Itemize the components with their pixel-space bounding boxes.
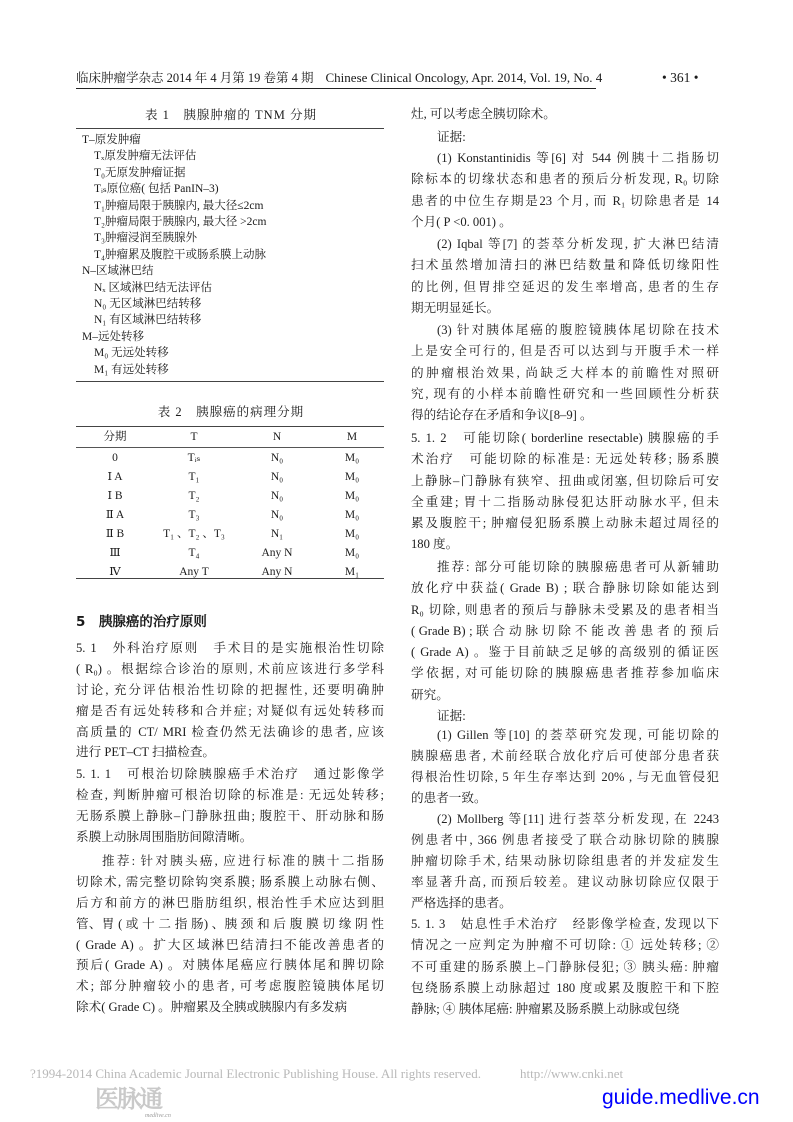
text-line: 上静脉–门静脉有狭窄、扭曲或闭塞, 但切除后可安	[411, 473, 719, 488]
text-line: 术治疗 可能切除的标准是: 无远处转移; 肠系膜	[411, 452, 719, 467]
text-line: 例患者中, 366 例患者接受了联合动脉切除的胰腺	[411, 832, 719, 847]
text-line: 5. 1. 3 姑息性手术治疗 经影像学检查, 发现以下	[411, 917, 719, 931]
table1-subitem: M₀ 无远处转移	[94, 347, 169, 360]
cell-n: N₁	[270, 528, 284, 540]
cell-m: M₁	[344, 566, 360, 578]
cell-stage: Ⅳ	[109, 566, 121, 578]
logo-text-en: medlive.cn	[145, 1113, 171, 1119]
text-line: (2) Mollberg 等[11] 进行荟萃分析发现, 在 2243	[437, 812, 719, 826]
cell-m: M₀	[344, 490, 360, 502]
table2	[76, 428, 384, 582]
text-line: (2) Iqbal 等[7] 的荟萃分析发现, 扩大淋巴结清	[437, 237, 719, 251]
text-line: 推荐: 部分可能切除的胰腺癌患者可从新辅助	[437, 560, 719, 574]
cell-m: M₀	[344, 509, 360, 521]
table2-body	[76, 449, 384, 582]
table2-header-row	[76, 428, 384, 447]
text-line: 得的结论存在矛盾和争议[8–9] 。	[411, 408, 593, 423]
paragraph-recommendation-2	[411, 557, 719, 706]
evidence-2-1	[411, 725, 719, 809]
table2-top-rule	[76, 426, 384, 427]
text-line: ( Grade A) 。鉴于目前缺乏足够的高级别的循证医	[411, 645, 719, 660]
page-number: • 361 •	[662, 70, 699, 85]
cell-n: N₀	[270, 452, 284, 464]
table1-bottom-rule	[76, 381, 384, 382]
text-line: 5. 1. 2 可能切除( borderline resectable) 胰腺癌的手	[411, 431, 719, 445]
journal-title-cn: 临床肿瘤学杂志 2014 年 4 月第 19 卷第 4 期	[76, 71, 314, 85]
table1-category: T–原发肿瘤	[82, 134, 141, 146]
running-header	[76, 68, 603, 89]
text-line: 5. 1. 1 可根治切除胰腺癌手术治疗 通过影像学	[76, 767, 384, 781]
table2-row	[76, 563, 384, 582]
copyright-text: ?1994-2014 China Academic Journal Electronic Publishing House. All rights reserved.	[30, 1066, 481, 1081]
cell-m: M₀	[344, 471, 360, 483]
text-line: 包绕肠系膜上动脉超过 180 度或累及腹腔干和下腔	[411, 980, 719, 995]
journal-title-en: Chinese Clinical Oncology, Apr. 2014, Vol. 19, No. 4	[325, 70, 603, 85]
text-line: 的患者一致。	[411, 790, 487, 805]
text-line: 究, 现有的小样本前瞻性研究和一些回顾性分析获	[411, 386, 719, 401]
section-heading: 5 胰腺癌的治疗原则	[76, 614, 207, 630]
paragraph-recommendation-1	[76, 851, 384, 1018]
table1-subitem: T₁肿瘤局限于胰腺内, 最大径≤2cm	[94, 199, 264, 212]
text-line: 累及腹腔干; 肿瘤侵犯肠系膜上动脉未超过周径的	[411, 516, 719, 531]
table1-subitem: N₀ 无区域淋巴结转移	[94, 298, 202, 310]
cell-n: N₀	[270, 471, 284, 483]
cell-stage: Ⅱ B	[105, 528, 125, 540]
text-line: R₀ 切除, 则患者的预后与静脉未受累及的患者相当	[411, 602, 719, 617]
table1-subitem: T₀无原发肿瘤证据	[94, 166, 186, 179]
table1-subitem: Tₓ原发肿瘤无法评估	[94, 150, 197, 163]
table1-subitem: M₁ 有远处转移	[94, 363, 169, 376]
cell-n: Any N	[261, 547, 293, 559]
table2-row	[76, 468, 384, 487]
cell-stage: Ⅰ B	[107, 490, 123, 502]
text-line: 瘤是否有远处转移和合并症; 对疑似有远处转移而	[76, 703, 384, 718]
text-line: 的比例, 但胃排空延迟的发生率增高, 患者的生存	[411, 279, 719, 294]
table1-subitem: Nₓ 区域淋巴结无法评估	[94, 281, 213, 294]
cell-stage: Ⅰ A	[107, 471, 123, 483]
evidence-1-1	[411, 148, 719, 233]
text-line: ( Grade A) 。扩大区域淋巴结清扫不能改善患者的	[76, 937, 384, 952]
table1-category: N–区域淋巴结	[82, 265, 154, 278]
text-line: (3) 针对胰体尾癌的腹腔镜胰体尾切除在技术	[437, 323, 719, 337]
table1-top-rule	[76, 128, 384, 129]
paragraph-continuation	[411, 104, 719, 125]
text-line: 的肿瘤根治效果, 尚缺乏大样本的前瞻性对照研	[411, 365, 719, 380]
text-line: 灶, 可以考虑全胰切除术。	[411, 107, 556, 121]
table1-subitem: Tᵢₛ原位癌( 包括 PanIN–3)	[94, 183, 219, 196]
table1-subitem: N₁ 有区域淋巴结转移	[94, 314, 202, 327]
text-line: 5. 1 外科治疗原则 手术目的是实施根治性切除	[76, 641, 384, 655]
text-line: 期无明显延长。	[411, 300, 500, 315]
text-line: ( Grade B) ; 联 合 动 脉 切 除 不 能 改 善 患 者 的 预 后	[411, 623, 719, 638]
table1-subitem: T₃肿瘤浸润至胰腺外	[94, 232, 198, 245]
text-line: 进行 PET–CT 扫描检查。	[76, 745, 216, 760]
cell-t: Tᵢₛ	[187, 452, 201, 464]
table1-subitem: T₂肿瘤局限于胰腺内, 最大径 >2cm	[94, 216, 267, 228]
evidence-label-2: 证据:	[437, 709, 466, 723]
cell-m: M₀	[344, 452, 360, 464]
text-line: (1) Gillen 等[10] 的荟萃研究发现, 可能切除的	[437, 728, 719, 742]
text-line: 个月( P <0. 001) 。	[411, 214, 512, 229]
medlive-logo	[95, 1086, 175, 1120]
cnki-url[interactable]: http://www.cnki.net	[520, 1066, 624, 1081]
col-header-n: N	[272, 431, 282, 443]
cell-t: Any T	[179, 566, 209, 578]
table2-row	[76, 544, 384, 563]
table2-row	[76, 487, 384, 506]
table2-row	[76, 449, 384, 468]
text-line: 放化疗中获益( Grade B) ; 联合静脉切除如能达到	[411, 581, 719, 596]
table1-subitem: T₄肿瘤累及腹腔干或肠系膜上动脉	[94, 248, 267, 261]
cell-n: N₀	[270, 490, 284, 502]
text-line: 研究。	[411, 687, 449, 702]
text-line: 180 度。	[411, 537, 459, 552]
evidence-1-2	[411, 234, 719, 319]
table1-title: 表 1 胰腺肿瘤的 TNM 分期	[145, 108, 317, 122]
text-line: 严格选择的患者。	[411, 895, 512, 910]
cell-t: T₁	[188, 471, 200, 483]
text-line: 胰腺癌患者, 术前经联合放化疗后可使部分患者获	[411, 748, 719, 763]
cell-t: T₃	[188, 509, 200, 521]
table2-title: 表 2 胰腺癌的病理分期	[157, 405, 305, 419]
table2-row	[76, 506, 384, 525]
text-line: 高质量的 CT/ MRI 检查仍然无法确诊的患者, 应该	[76, 724, 384, 739]
table2-header-rule	[76, 447, 384, 448]
cell-stage: 0	[112, 452, 118, 464]
cell-t: T₁ 、T₂ 、T₃	[163, 528, 225, 540]
paragraph-5-1-2	[411, 428, 719, 556]
text-line: (1) Konstantinidis 等[6] 对 544 例胰十二指肠切	[437, 151, 719, 165]
cell-n: N₀	[270, 509, 284, 521]
paragraph-5-1-3	[411, 914, 719, 1020]
table1-category: M–远处转移	[82, 330, 144, 343]
text-line: 学依据, 对可能切除的胰腺癌患者推荐参加临床	[411, 666, 719, 681]
text-line: 情况之一应判定为肿瘤不可切除: ① 远处转移; ②	[411, 938, 719, 953]
text-line: 系膜上动脉周围脂肪间隙清晰。	[76, 829, 253, 844]
cell-n: Any N	[261, 566, 293, 578]
text-line: ( R₀) 。根据综合诊治的原则, 术前应该进行多学科	[76, 661, 384, 676]
cell-stage: Ⅲ	[109, 547, 121, 559]
table2-row	[76, 525, 384, 544]
copyright-footer	[0, 1066, 793, 1082]
text-line: 管、胃 ( 或 十 二 指 肠) 、胰 颈 和 后 腹 膜 切 缘 阴 性	[76, 916, 384, 931]
text-line: 扫术虽然增加清扫的淋巴结数量和降低切缘阳性	[411, 258, 719, 273]
col-header-m: M	[346, 431, 358, 443]
cell-t: T₄	[188, 547, 200, 559]
table2-bottom-rule	[76, 578, 384, 579]
text-line: 上是安全可行的, 但是否可以达到与开腹手术一样	[411, 344, 719, 359]
evidence-2-2	[411, 809, 719, 913]
guide-medlive-link[interactable]: guide.medlive.cn	[602, 1086, 760, 1109]
cell-stage: Ⅱ A	[105, 509, 125, 521]
text-line: 除标本的切缘状态和患者的预后分析发现, R₀ 切除	[411, 172, 719, 187]
text-line: 切除术, 需完整切除钩突系膜; 肠系膜上动脉右侧、	[76, 874, 384, 889]
text-line: 检查, 判断肿瘤可根治切除的标准是: 无远处转移;	[76, 787, 384, 802]
text-line: 预后( Grade A) 。对胰体尾癌应行胰体尾和脾切除	[76, 958, 384, 973]
text-line: 不可重建的肠系膜上–门静脉侵犯; ③ 胰头癌: 肿瘤	[411, 959, 719, 974]
text-line: 术; 部分肿瘤较小的患者, 可考虑腹腔镜胰体尾切	[76, 979, 384, 994]
text-line: 全重建; 胃十二指肠动脉侵犯达肝动脉水平, 但未	[411, 494, 719, 509]
evidence-1-3	[411, 320, 719, 426]
text-line: 患者的中位生存期是23 个月, 而 R₁ 切除患者是 14	[411, 193, 719, 208]
text-line: 得根治性切除, 5 年生存率达到 20% , 与无血管侵犯	[411, 769, 719, 784]
cell-t: T₂	[188, 490, 200, 502]
text-line: 后方和前方的淋巴脂肪组织, 根治性手术应达到胆	[76, 895, 384, 910]
logo-text-cn: 医脉通	[95, 1085, 161, 1113]
col-header-stage: 分期	[103, 431, 127, 443]
cell-m: M₀	[344, 547, 360, 559]
cell-m: M₀	[344, 528, 360, 540]
text-line: 除术( Grade C) 。肿瘤累及全胰或胰腺内有多发病	[76, 1000, 348, 1015]
text-line: 无肠系膜上静脉–门静脉扭曲; 腹腔干、肝动脉和肠	[76, 808, 384, 823]
text-line: 推荐: 针对胰头癌, 应进行标准的胰十二指肠	[102, 854, 384, 868]
text-line: 肿瘤切除手术, 结果动脉切除组患者的并发症发生	[411, 853, 719, 868]
paragraph-5-1-1	[76, 764, 384, 848]
text-line: 静脉; ④ 胰体尾癌: 肿瘤累及肠系膜上动脉或包绕	[411, 1002, 680, 1017]
col-header-t: T	[190, 431, 198, 443]
paragraph-5-1	[76, 638, 384, 763]
evidence-label-1: 证据:	[437, 130, 466, 144]
text-line: 讨论, 充分评估根治性切除的把握性, 还要明确肿	[76, 682, 384, 697]
text-line: 率显著升高, 而预后较差。建议动脉切除应仅限于	[411, 874, 719, 889]
